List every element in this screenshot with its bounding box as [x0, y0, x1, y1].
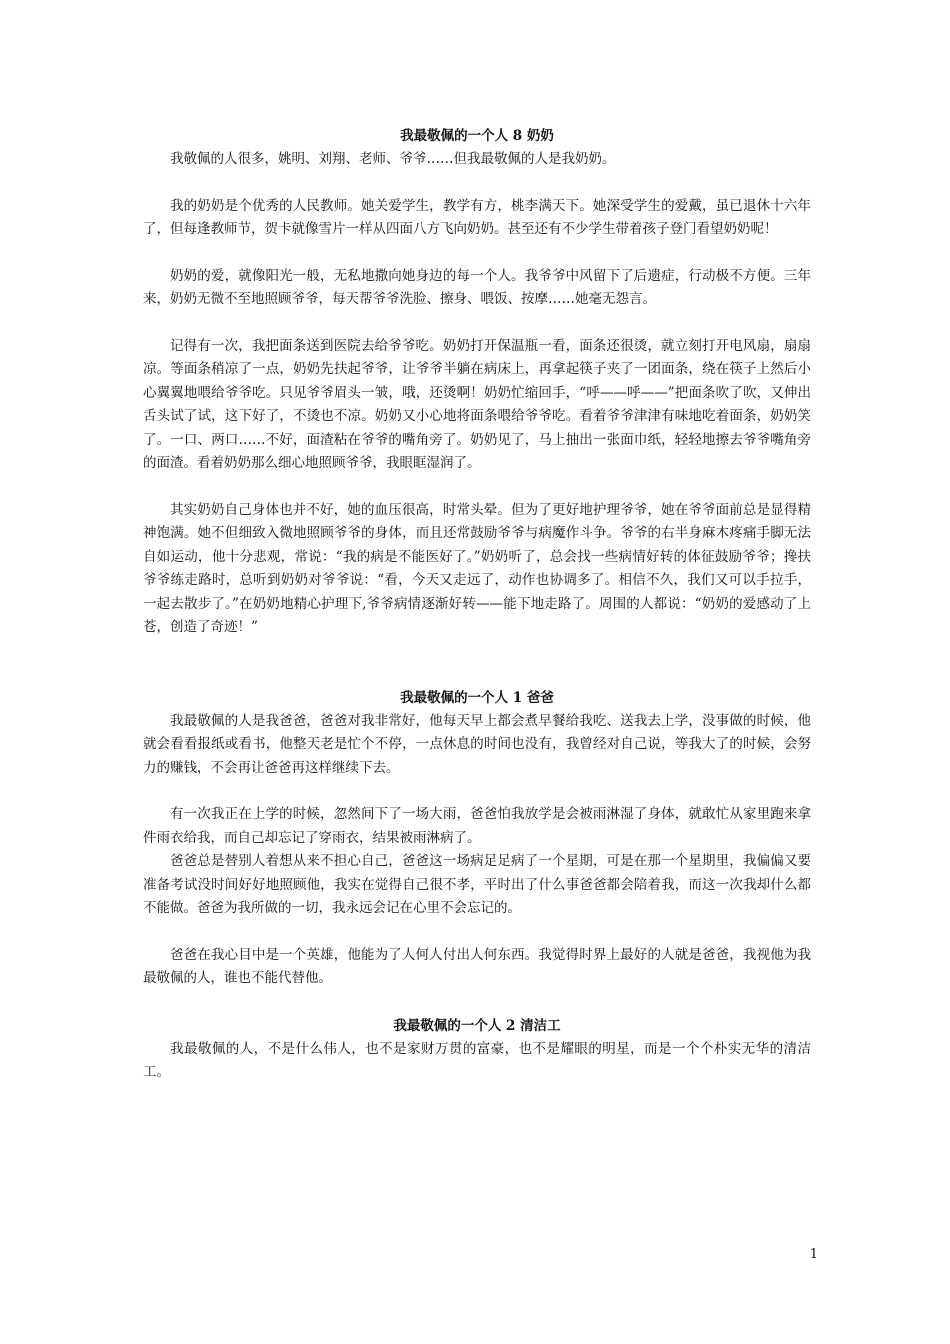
section-title: 我最敬佩的一个人 2 清洁工	[393, 1017, 561, 1034]
paragraph-gap	[143, 172, 811, 195]
paragraph: 爸爸在我心目中是一个英雄，他能为了人何人付出人何东西。我觉得时界上最好的人就是爸爸，我视他为我最敬佩的人，谁也不能代替他。	[143, 946, 811, 986]
paragraph: 我敬佩的人很多，姚明、刘翔、老师、爷爷……但我最敬佩的人是我奶奶。	[170, 151, 616, 167]
paragraph: 爸爸总是替别人着想从来不担心自己，爸爸这一场病足足病了一个星期，可是在那一个星期里，我偏偏又要准备考试没时间好好地照顾他，我实在觉得自己很不孝，平时出了什么事爸爸都会陪着我，而这一次我却什么都不能做。爸爸为我所做的一切，我永远会记在心里不会忘记的。	[143, 853, 811, 916]
section-gap	[143, 640, 811, 686]
page-number: 1	[809, 1247, 818, 1262]
paragraph-gap	[143, 242, 811, 265]
document-page	[143, 124, 811, 1085]
paragraph-gap	[143, 312, 811, 335]
paragraph-gap	[143, 991, 811, 1014]
paragraph: 记得有一次，我把面条送到医院去给爷爷吃。奶奶打开保温瓶一看，面条还很烫，就立刻打开电风扇，扇扇凉。等面条稍凉了一点，奶奶先扶起爷爷，让爷爷半躺在病床上，再拿起筷子夹了一团面条，绕在筷子上然后小心翼翼地喂给爷爷吃。只见爷爷眉头一皱，哦，还烫啊！奶奶忙缩回手，“呼——呼——”把面条吹了吹，又伸出舌头试了试，这下好了，不烫也不凉。奶奶又小心地将面条喂给爷爷吃。看着爷爷津津有味地吃着面条，奶奶笑了。一口、两口……不好，面渣粘在爷爷的嘴角旁了。奶奶见了，马上抽出一张面巾纸，轻轻地擦去爷爷嘴角旁的面渣。看着奶奶那么细心地照顾爷爷，我眼眶湿润了。	[143, 337, 811, 471]
paragraph-gap	[143, 921, 811, 944]
paragraph: 有一次我正在上学的时候，忽然间下了一场大雨，爸爸怕我放学是会被雨淋湿了身体，就敢忙从家里跑来拿件雨衣给我，而自己却忘记了穿雨衣，结果被雨淋病了。	[143, 806, 811, 846]
paragraph: 我最敬佩的人是我爸爸，爸爸对我非常好，他每天早上都会煮早餐给我吃、送我去上学，没事做的时候，他就会看看报纸或看书，他整天老是忙个不停，一点休息的时间也没有，我曾经对自己说，等我大了的时候，会努力的赚钱，不会再让爸爸再这样继续下去。	[143, 712, 811, 776]
paragraph: 奶奶的爱，就像阳光一般，无私地撒向她身边的每一个人。我爷爷中风留下了后遗症，行动极不方便。三年来，奶奶无微不至地照顾爷爷，每天帮爷爷洗脸、擦身、喂饭、按摩……她毫无怨言。	[143, 267, 811, 307]
section-title: 我最敬佩的一个人 1 爸爸	[400, 689, 554, 706]
paragraph: 其实奶奶自己身体也并不好，她的血压很高，时常头晕。但为了更好地护理爷爷，她在爷爷面前总是显得精神饱满。她不但细致入微地照顾爷爷的身体，而且还常鼓励爷爷与病魔作斗争。爷爷的右半身麻木疼痛手脚无法自如运动，他十分悲观，常说：“我的病是不能医好了。”奶奶听了，总会找一些病情好转的体征鼓励爷爷；搀扶爷爷练走路时，总听到奶奶对爷爷说：“看，今天又走远了，动作也协调多了。相信不久，我们又可以手拉手，一起去散步了。”在奶奶地精心护理下,爷爷病情逐渐好转——能下地走路了。周围的人都说：“奶奶的爱感动了上苍，创造了奇迹！”	[143, 501, 811, 635]
paragraph: 我的奶奶是个优秀的人民教师。她关爱学生，教学有方，桃李满天下。她深受学生的爱戴，虽已退休十六年了，但每逢教师节，贺卡就像雪片一样从四面八方飞向奶奶。甚至还有不少学生带着孩子登门看望奶奶呢！	[143, 197, 811, 237]
paragraph-gap	[143, 780, 811, 803]
paragraph: 我最敬佩的人，不是什么伟人，也不是家财万贯的富豪，也不是耀眼的明星，而是一个个朴实无华的清洁工。	[143, 1040, 811, 1080]
section-title: 我最敬佩的一个人 8 奶奶	[400, 128, 554, 144]
paragraph-gap	[143, 476, 811, 499]
